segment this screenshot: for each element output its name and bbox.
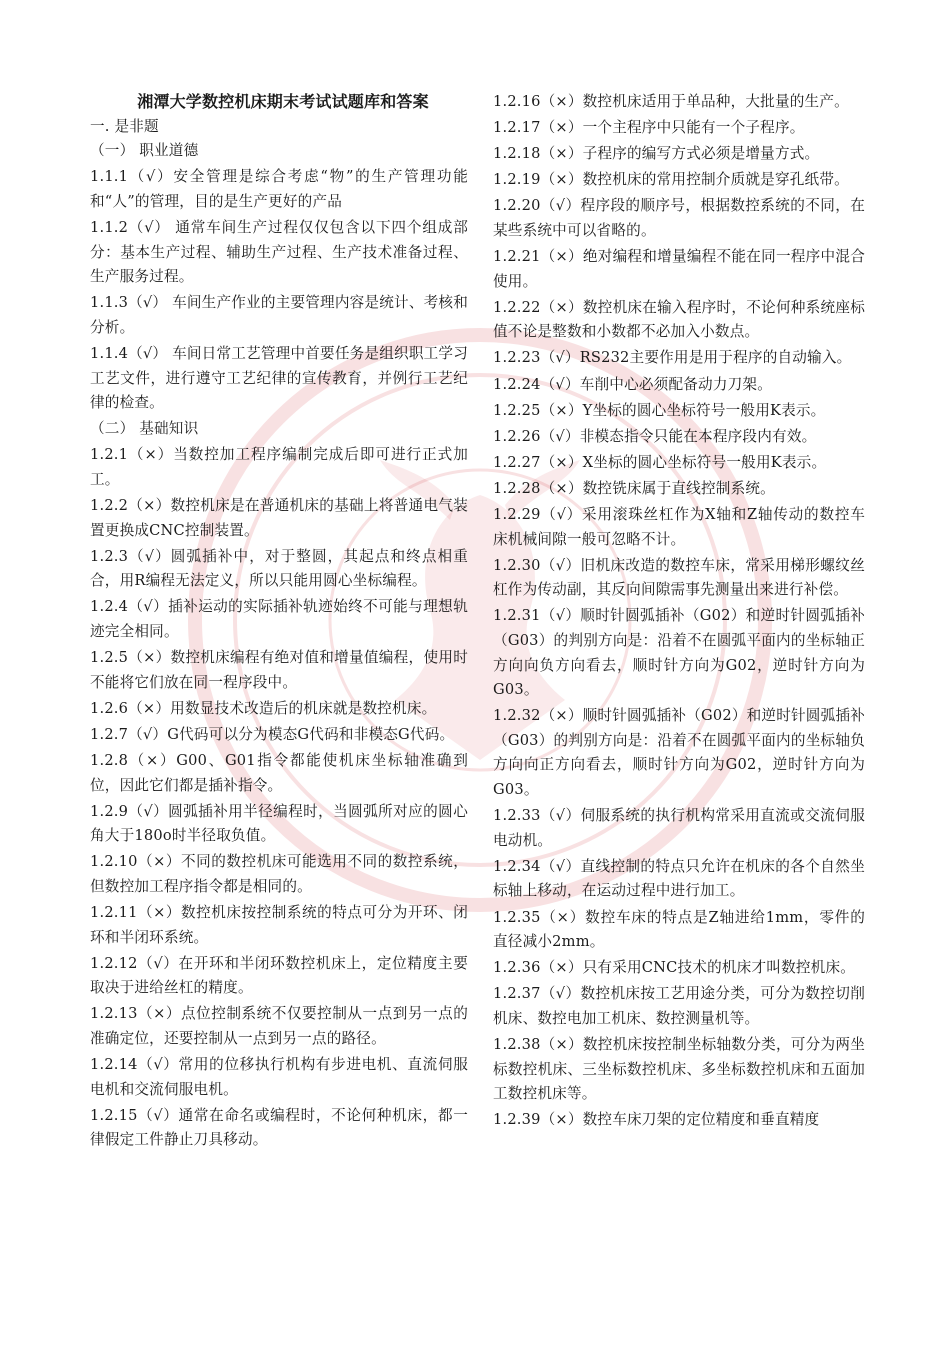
- question-item: 1.2.39（×）数控车床刀架的定位精度和垂直精度: [493, 1111, 820, 1129]
- question-item: 1.2.21（×）绝对编程和增量编程不能在同一程序中混合使用。: [493, 248, 865, 290]
- question-item: 1.1.2（√） 通常车间生产过程仅仅包含以下四个组成部分：基本生产过程、辅助生产过程、生产技术准备过程、生产服务过程。: [90, 218, 468, 286]
- question-item: 1.2.3（√）圆弧插补中，对于整圆，其起点和终点相重合，用R编程无法定义，所以只能用圆心坐标编程。: [90, 547, 468, 590]
- question-item: 1.2.27（×）X坐标的圆心坐标符号一般用K表示。: [493, 453, 827, 471]
- question-item: 1.2.14（√）常用的位移执行机构有步进电机、直流伺服电机和交流伺服电机。: [90, 1056, 468, 1098]
- question-item: 1.2.9（√）圆弧插补用半径编程时，当圆弧所对应的圆心角大于180o时半径取负值。: [90, 802, 468, 845]
- question-item: 1.2.1（×）当数控加工程序编制完成后即可进行正式加工。: [90, 446, 468, 488]
- question-item: 1.2.24（√）车削中心必须配备动力刀架。: [493, 375, 773, 393]
- question-item: 1.2.28（×）数控铣床属于直线控制系统。: [493, 479, 775, 497]
- question-item: 1.2.23（√）RS232主要作用是用于程序的自动输入。: [493, 349, 852, 367]
- question-item: 1.2.30（√）旧机床改造的数控车床，常采用梯形螺纹丝杠作为传动副，其反向间隙需事先测量出来进行补偿。: [493, 556, 865, 599]
- question-item: 1.2.8（×）G00、G01指令都能使机床坐标轴准确到位，因此它们都是插补指令。: [90, 751, 468, 794]
- question-item: 1.2.10（×）不同的数控机床可能选用不同的数控系统，但数控加工程序指令都是相同的。: [90, 853, 468, 895]
- question-item: 1.2.35（×）数控车床的特点是Z轴进给1mm，零件的直径减小2mm。: [493, 908, 865, 951]
- question-item: 1.2.16（×）数控机床适用于单品种，大批量的生产。: [493, 93, 849, 110]
- right-item-list: [493, 90, 865, 1133]
- question-item: 1.2.32（×）顺时针圆弧插补（G02）和逆时针圆弧插补（G03）的判别方向是：沿着不在圆弧平面内的坐标轴负方向向正方向看去，顺时针方向为G02，逆时针方向为G03。: [493, 707, 865, 799]
- question-item: 1.2.26（√）非模态指令只能在本程序段内有效。: [493, 427, 817, 445]
- question-item: 1.2.37（√）数控机床按工艺用途分类，可分为数控切削机床、数控电加工机床、数控测量机等。: [493, 985, 865, 1027]
- question-item: 1.1.3（√） 车间生产作业的主要管理内容是统计、考核和分析。: [90, 294, 468, 336]
- question-item: 1.2.31（√）顺时针圆弧插补（G02）和逆时针圆弧插补（G03）的判别方向是：沿着不在圆弧平面内的坐标轴正方向向负方向看去，顺时针方向为G02，逆时针方向为G03。: [493, 607, 865, 699]
- question-item: 1.2.11（×）数控机床按控制系统的特点可分为开环、闭环和半闭环系统。: [90, 904, 468, 946]
- left-item-list: [90, 139, 468, 1153]
- question-item: 1.2.17（×）一个主程序中只能有一个子程序。: [493, 119, 805, 137]
- question-item: 1.2.2（×）数控机床是在普通机床的基础上将普通电气装置更换成CNC控制装置。: [90, 497, 468, 539]
- question-item: 1.2.4（√）插补运动的实际插补轨迹始终不可能与理想轨迹完全相同。: [90, 598, 468, 640]
- section-heading: 一. 是非题: [90, 117, 159, 135]
- question-item: 1.2.18（×）子程序的编写方式必须是增量方式。: [493, 145, 820, 163]
- subsection-heading: （一） 职业道德: [90, 142, 199, 160]
- question-item: 1.2.38（×）数控机床按控制坐标轴数分类，可分为两坐标数控机床、三坐标数控机床、多坐标数控机床和五面加工数控机床等。: [493, 1035, 865, 1103]
- question-item: 1.2.19（×）数控机床的常用控制介质就是穿孔纸带。: [493, 171, 849, 189]
- question-item: 1.2.6（×）用数显技术改造后的机床就是数控机床。: [90, 699, 437, 717]
- document-title: 湘潭大学数控机床期末考试试题库和答案: [137, 92, 429, 111]
- question-item: 1.2.33（√）伺服系统的执行机构常采用直流或交流伺服电动机。: [493, 807, 865, 849]
- question-item: 1.2.25（×）Y坐标的圆心坐标符号一般用K表示。: [493, 401, 826, 419]
- question-item: 1.2.15（√）通常在命名或编程时，不论何种机床，都一律假定工件静止刀具移动。: [90, 1106, 468, 1149]
- question-item: 1.2.22（×）数控机床在输入程序时，不论何种系统座标值不论是整数和小数都不必加入小数点。: [493, 298, 865, 341]
- question-item: 1.1.1（√）安全管理是综合考虑“物”的生产管理功能和“人”的管理，目的是生产更好的产品: [90, 168, 468, 210]
- question-item: 1.2.12（√）在开环和半闭环数控机床上，定位精度主要取决于进给丝杠的精度。: [90, 954, 468, 997]
- question-item: 1.2.20（√）程序段的顺序号，根据数控系统的不同，在某些系统中可以省略的。: [493, 197, 865, 239]
- subsection-heading: （二） 基础知识: [90, 420, 199, 438]
- question-item: 1.2.29（√）采用滚珠丝杠作为X轴和Z轴传动的数控车床机械间隙一般可忽略不计。: [493, 506, 865, 548]
- question-item: 1.2.13（×）点位控制系统不仅要控制从一点到另一点的准确定位，还要控制从一点到另一点的路径。: [90, 1005, 468, 1047]
- left-column: [90, 90, 468, 1153]
- question-item: 1.2.7（√）G代码可以分为模态G代码和非模态G代码。: [90, 725, 455, 743]
- question-item: 1.1.4（√） 车间日常工艺管理中首要任务是组织职工学习工艺文件，进行遵守工艺纪律的宣传教育，并例行工艺纪律的检查。: [90, 344, 468, 412]
- question-item: 1.2.5（×）数控机床编程有绝对值和增量值编程，使用时不能将它们放在同一程序段中。: [90, 649, 468, 691]
- question-item: 1.2.36（×）只有采用CNC技术的机床才叫数控机床。: [493, 959, 856, 977]
- right-column: [493, 90, 865, 1133]
- question-item: 1.2.34（√）直线控制的特点只允许在机床的各个自然坐标轴上移动，在运动过程中进行加工。: [493, 857, 865, 900]
